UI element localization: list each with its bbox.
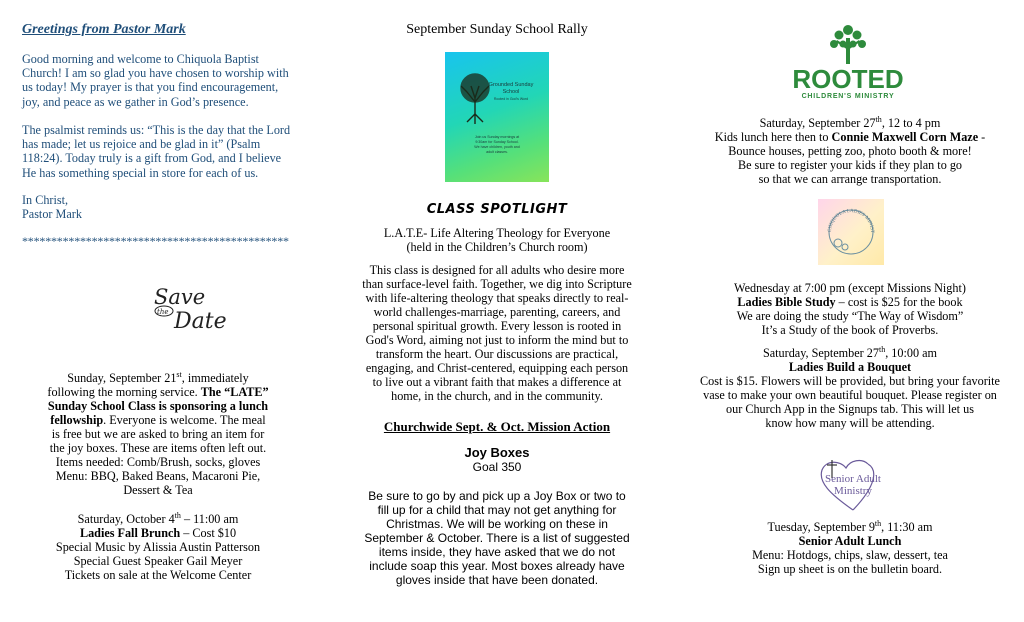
greeting-line: us today! My prayer is that you find encouragement,: [22, 80, 279, 95]
text-right-kids-l2b: Connie Maxwell Corn Maze: [831, 130, 979, 144]
text-middle-joy-lines-6: gloves inside that have been donated.: [395, 573, 599, 587]
text-left-brunch-lines-1: Special Guest Speaker Gail Meyer: [73, 554, 243, 568]
text-middle-class-lines-8: to live out a vibrant faith that makes a difference at: [372, 375, 622, 389]
text-middle-late-room: (held in the Children’s Church room): [406, 240, 588, 254]
text-middle-joy-lines-2: Christmas. We will be working on these in: [386, 517, 608, 531]
text-right-senior-lines-0: Menu: Hotdogs, chips, slaw, dessert, tea: [752, 548, 948, 562]
text-middle-class-lines-5: God's Word, aiming not just to inform the mind but to: [365, 333, 629, 347]
bible-study-notice: [700, 281, 1000, 337]
text-middle-joy-lines-3: September & October. There is a list of suggested: [364, 531, 630, 545]
sunday-school-flyer: [445, 52, 549, 182]
text-middle-class-lines-2: with life-altering theology that speaks directly to real-: [365, 291, 629, 305]
text-right-kids-l2a: Kids lunch here then to: [714, 130, 832, 144]
ladies-ministry-logo: [818, 199, 884, 265]
senior-adult-ministry-logo: [810, 456, 896, 512]
divider-stars: **********************************************: [22, 234, 289, 248]
psalm-line: has made; let us rejoice and be glad in it” (Psalm: [22, 137, 261, 152]
signoff-line: In Christ,: [22, 193, 69, 207]
text-middle-joy-lines-0: Be sure to go by and pick up a Joy Box or two to: [368, 489, 626, 503]
text-right-bouquet-lines-2: our Church App in the Signups tab. This will let us: [726, 402, 974, 416]
text-left-late-l4b: . Everyone is welcome. The meal: [103, 413, 266, 427]
tree-icon: [830, 25, 866, 64]
date-word: Date: [174, 309, 227, 334]
text-right-senior-logo-2: Ministry: [834, 485, 872, 497]
text-left-late-lines-4: Dessert & Tea: [123, 483, 193, 497]
text-left-late-date: Sunday, September 21: [67, 371, 177, 385]
text-middle-class-lines-0: This class is designed for all adults who desire more: [369, 263, 625, 277]
joy-boxes-description: [352, 489, 642, 587]
rally-title: September Sunday School Rally: [406, 22, 588, 37]
text-middle-joy-title: Joy Boxes: [464, 445, 530, 460]
ladies-brunch-notice: [22, 512, 294, 582]
text-left-brunch-lines-2: Tickets on sale at the Welcome Center: [64, 568, 252, 582]
greeting-line: joy, and peace as we gather in God’s presence.: [22, 94, 249, 109]
text-right-bouquet-date-tail: , 10:00 am: [885, 346, 937, 360]
the-word: the: [157, 308, 169, 316]
text-left-late-lines-3: Menu: BBQ, Baked Beans, Macaroni Pie,: [55, 469, 261, 483]
text-right-wisdom-logo-text: CHIQUOLA LADIES MINIST: [827, 208, 875, 234]
text-right-kids-date-tail: , 12 to 4 pm: [881, 116, 941, 130]
late-lunch-notice: [22, 371, 294, 497]
psalm-line: He has something special in store for each of us.: [22, 165, 259, 180]
signoff-name: Pastor Mark: [22, 207, 82, 222]
text-right-kids-date: Saturday, September 27: [759, 116, 876, 130]
text-middle-class-lines-3: world challenges-marriage, parenting, careers, and: [373, 305, 621, 319]
text-middle-flyer-body-3: adult classes.: [486, 150, 508, 154]
greeting-line: Church! I am so glad you have chosen to worship with: [22, 66, 289, 81]
text-right-bible-l4: It’s a Study of the book of Proverbs.: [761, 323, 939, 337]
text-right-bible-title: Ladies Bible Study: [737, 295, 836, 309]
text-middle-class-lines-4: personal spiritual growth. Every lesson is rooted in: [372, 319, 622, 333]
text-left-late-lines-2: Items needed: Comb/Brush, socks, gloves: [55, 455, 261, 469]
text-right-bouquet-date: Saturday, September 27: [762, 346, 879, 360]
greeting-line: Good morning and welcome to Chiquola Baptist: [22, 52, 259, 66]
svg-text:CHIQUOLA LADIES MINISTRY: [818, 199, 874, 233]
text-right-bouquet-lines-0: Cost is $15. Flowers will be provided, but bring your favorite: [700, 374, 1000, 388]
text-right-bouquet-title: Ladies Build a Bouquet: [788, 360, 912, 374]
senior-lunch-notice: [700, 520, 1000, 576]
psalm-paragraph: [22, 123, 294, 180]
text-right-kids-lines-0: Bounce houses, petting zoo, photo booth & more!: [728, 144, 972, 158]
text-middle-class-lines-6: transform the heart. Our discussions are practical,: [375, 347, 619, 361]
rooted-word: ROOTED: [792, 64, 904, 94]
text-middle-class-lines-1: than surface-level faith. Together, we dig into Scripture: [362, 277, 632, 291]
text-right-senior-date: Tuesday, September 9: [767, 520, 875, 534]
joy-boxes-heading: [352, 445, 642, 474]
text-middle-flyer-line2: School: [502, 89, 520, 95]
text-right-bouquet-lines-3: know how many will be attending.: [765, 416, 935, 430]
text-left-late-lines-0: is free but we are asked to bring an item for: [51, 427, 265, 441]
text-right-kids-lines-2: so that we can arrange transportation.: [758, 172, 942, 186]
text-left-brunch-cost: – Cost $10: [180, 526, 237, 540]
late-class-title: [352, 226, 642, 254]
text-middle-class-lines-7: engaging, and Christ-centered, equipping each person: [365, 361, 629, 375]
text-middle-flyer-body-1: 9:30am for Sunday School.: [475, 140, 519, 144]
text-middle-flyer-body-0: Join us Sunday mornings at: [474, 135, 520, 139]
greeting-paragraph: [22, 52, 294, 109]
bouquet-notice: [700, 346, 1000, 430]
text-right-kids-date-sup: th: [875, 114, 882, 124]
signoff: [22, 193, 294, 221]
text-middle-joy-lines-4: items inside, they have asked that we do not: [378, 545, 616, 559]
text-right-senior-date-tail: , 11:30 am: [881, 520, 933, 534]
text-middle-joy-goal: Goal 350: [472, 460, 522, 474]
text-right-bouquet-lines-1: vase to make your own beautiful bouquet. Please register on: [703, 388, 997, 402]
text-left-brunch-lines-0: Special Music by Alissia Austin Patterson: [55, 540, 261, 554]
text-middle-joy-lines-5: include soap this year. Most boxes already have: [369, 559, 625, 573]
rooted-subtitle: CHILDREN'S MINISTRY: [801, 93, 895, 100]
psalm-line: The psalmist reminds us: “This is the day that the Lord: [22, 123, 291, 137]
text-left-brunch-date-sup: th: [174, 510, 181, 520]
tree-icon: [461, 74, 489, 124]
text-left-late-date-tail: , immediately: [181, 371, 249, 385]
text-middle-late-name: L.A.T.E- Life Altering Theology for Everyone: [383, 226, 611, 240]
mission-action-heading: Churchwide Sept. & Oct. Mission Action: [383, 419, 611, 434]
text-right-bouquet-date-sup: th: [878, 344, 886, 354]
save-word: Save: [154, 285, 206, 309]
text-right-senior-title: Senior Adult Lunch: [798, 534, 902, 548]
text-middle-flyer-body-2: We have children, youth and: [474, 145, 520, 149]
text-left-late-l3: Sunday School Class is sponsoring a lunch: [47, 399, 269, 413]
class-spotlight-heading: CLASS SPOTLIGHT: [426, 202, 568, 217]
rooted-childrens-ministry-logo: [788, 20, 908, 100]
text-left-late-date-sup: st: [176, 369, 182, 379]
text-middle-joy-lines-1: fill up for a child that may not get anything for: [377, 503, 617, 517]
text-right-senior-lines-1: Sign up sheet is on the bulletin board.: [757, 562, 943, 576]
text-right-kids-lines-1: Be sure to register your kids if they plan to go: [737, 158, 963, 172]
text-right-kids-l2c: -: [978, 130, 986, 144]
text-right-senior-date-sup: th: [874, 518, 882, 528]
greeting-title: Greetings from Pastor Mark: [22, 22, 186, 37]
text-left-brunch-date-tail: – 11:00 am: [180, 512, 239, 526]
save-the-date-logo: [150, 282, 232, 334]
text-right-bible-l3: We are doing the study “The Way of Wisdom”: [736, 309, 964, 323]
psalm-line: 118:24). Today truly is a gift from God, and I believe: [22, 151, 282, 166]
text-left-late-lines-1: the joy boxes. These are items often left out.: [49, 441, 267, 455]
text-middle-flyer-line1: Grounded Sunday: [488, 82, 534, 88]
text-right-bible-l1: Wednesday at 7:00 pm (except Missions Night): [734, 281, 966, 295]
text-left-late-l2b: The “LATE”: [200, 385, 269, 399]
kids-event-notice: [700, 116, 1000, 186]
text-middle-class-lines-9: home, in the church, and in the community.: [391, 389, 603, 403]
text-middle-flyer-line3: Rooted in God's Word: [493, 97, 529, 101]
text-right-bible-cost: – cost is $25 for the book: [835, 295, 963, 309]
text-left-brunch-date: Saturday, October 4: [77, 512, 175, 526]
text-left-brunch-title: Ladies Fall Brunch: [79, 526, 181, 540]
text-left-late-l4a: fellowship: [50, 413, 104, 427]
text-right-senior-logo-1: Senior Adult: [825, 473, 881, 485]
class-description: [352, 263, 642, 403]
text-left-late-l2a: following the morning service.: [47, 385, 201, 399]
